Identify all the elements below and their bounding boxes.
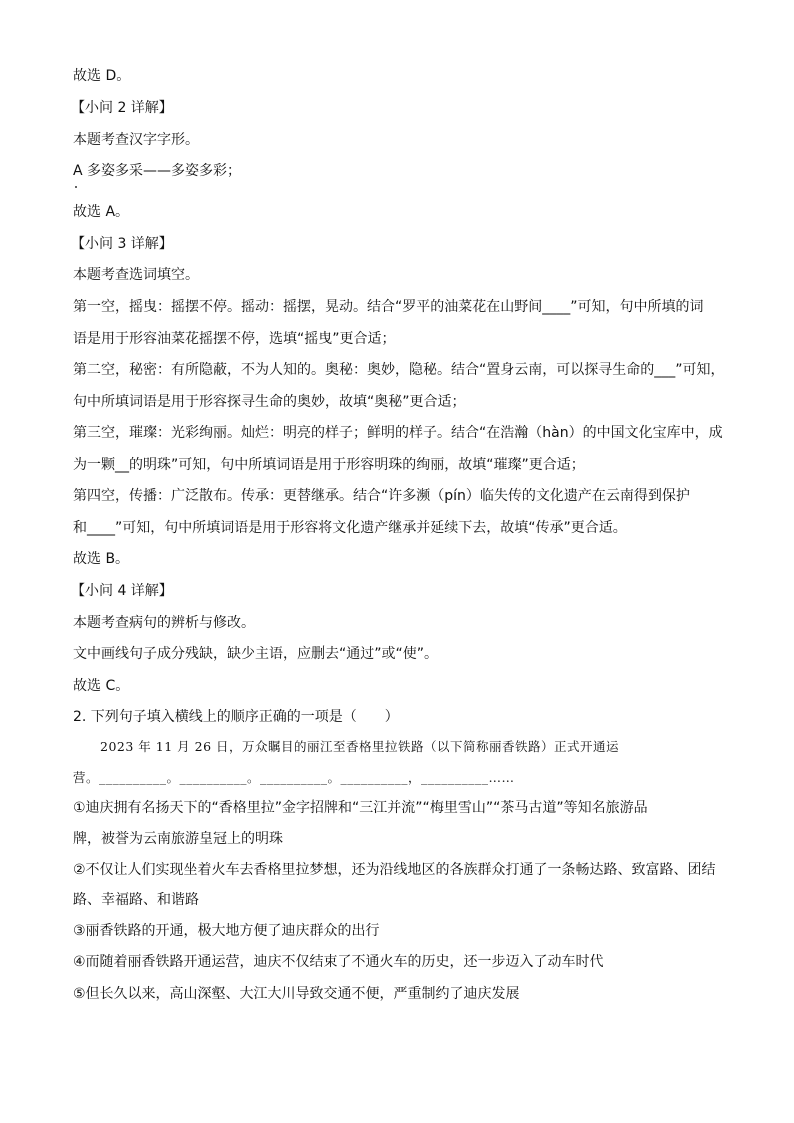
text-line: 本题考查汉字字形。	[73, 132, 199, 148]
option-2-continued: 路、幸福路、和谐路	[73, 892, 199, 908]
passage-blanks: 营。__________。__________。__________。__________，__________……	[73, 770, 515, 785]
passage-line: 2023 年 11 月 26 日，万众瞩目的丽江至香格里拉铁路（以下简称丽香铁路）正式开通运	[100, 739, 619, 754]
text-line: 本题考查选词填空。	[73, 267, 199, 283]
text-line: 本题考查病句的辨析与修改。	[73, 615, 255, 631]
text-line: 第二空，秘密：有所隐蔽，不为人知的。奥秘：奥妙，隐秘。结合“置身云南，可以探寻生命的___”可知，	[73, 362, 725, 378]
text-line: 第四空，传播：广泛散布。传承：更替继承。结合“许多濒（pín）临失传的文化遗产在云南得到保护	[73, 488, 690, 504]
answer-line: 故选 C。	[73, 678, 130, 694]
option-1-continued: 牌，被誉为云南旅游皇冠上的明珠	[73, 831, 283, 847]
section-heading: 【小问 2 详解】	[71, 100, 173, 116]
option-3: ③丽香铁路的开通，极大地方便了迪庆群众的出行	[73, 923, 380, 939]
option-5: ⑤但长久以来，高山深壑、大江大川导致交通不便，严重制约了迪庆发展	[73, 986, 520, 1002]
answer-line: 故选 B。	[73, 551, 130, 567]
stray-dot	[75, 186, 77, 188]
option-2: ②不仅让人们实现坐着火车去香格里拉梦想，还为沿线地区的各族群众打通了一条畅达路、致富路、团结	[73, 862, 716, 878]
text-line: 文中画线句子成分残缺，缺少主语，应删去“通过”或“使”。	[73, 646, 439, 662]
option-1: ①迪庆拥有名扬天下的“香格里拉”金字招牌和“三江并流”“梅里雪山”“茶马古道”等知名旅游品	[73, 800, 648, 816]
text-line: 第一空，摇曳：摇摆不停。摇动：摇摆，晃动。结合“罗平的油菜花在山野间____”可知，句中所填的词	[73, 299, 704, 315]
section-heading: 【小问 4 详解】	[71, 583, 173, 599]
text-line: 句中所填词语是用于形容探寻生命的奥妙，故填“奥秘”更合适；	[73, 394, 466, 410]
text-line: 和____”可知，句中所填词语是用于形容将文化遗产继承并延续下去，故填“传承”更合适。	[73, 520, 627, 536]
section-heading: 【小问 3 详解】	[71, 236, 173, 252]
text-line: 第三空，璀璨：光彩绚丽。灿烂：明亮的样子；鲜明的样子。结合“在浩瀚（hàn）的中国文化宝库中，成	[73, 425, 723, 441]
text-line: 语是用于形容油菜花摇摆不停，选填“摇曳”更合适；	[73, 331, 396, 347]
answer-line: 故选 A。	[73, 204, 130, 220]
option-4: ④而随着丽香铁路开通运营，迪庆不仅结束了不通火车的历史，还一步迈入了动车时代	[73, 954, 604, 970]
question-stem: 2. 下列句子填入横线上的顺序正确的一项是（ ）	[73, 709, 399, 725]
answer-line: 故选 D。	[73, 68, 131, 84]
text-line: 为一颗__的明珠”可知，句中所填词语是用于形容明珠的绚丽，故填“璀璨”更合适；	[73, 457, 585, 473]
text-line: A 多姿多采——多姿多彩；	[73, 163, 242, 179]
